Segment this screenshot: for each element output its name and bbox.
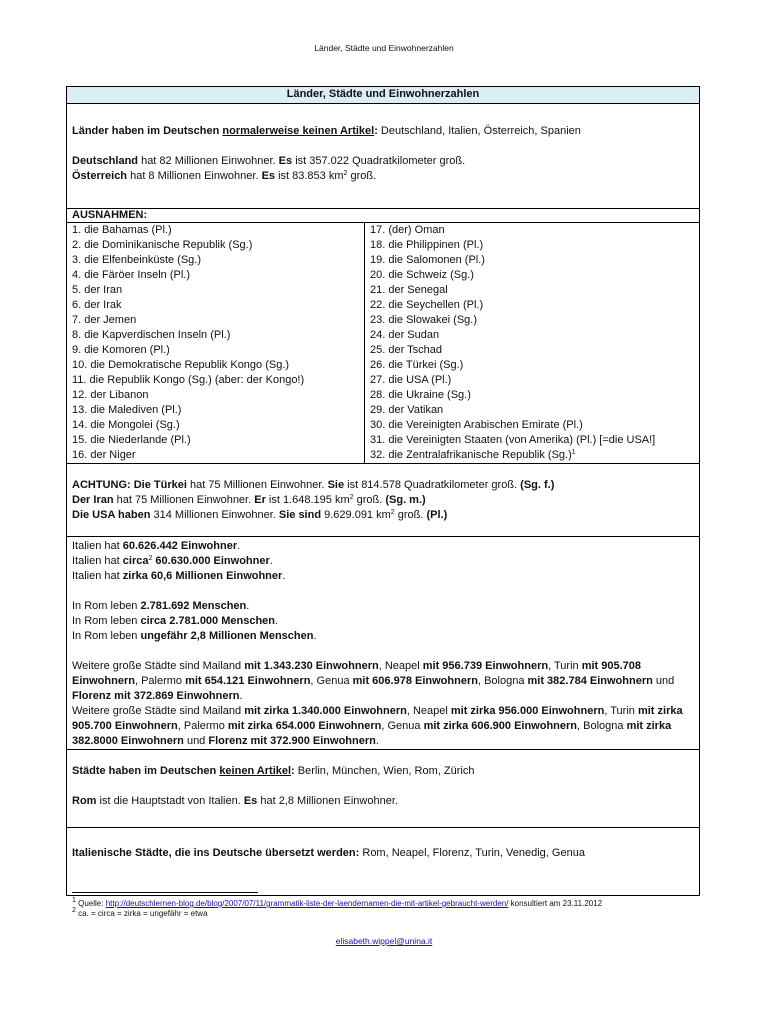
country-article-rule: Länder haben im Deutschen normalerweise keinen Artikel: Deutschland, Italien, Österreich, Spanien [72, 125, 581, 137]
rome-population-circa: In Rom leben circa 2.781.000 Menschen. [72, 615, 279, 627]
italy-row [67, 537, 700, 750]
cities-row [67, 750, 700, 828]
translated-cities-sentence: Italienische Städte, die ins Deutsche übersetzt werden: Rom, Neapel, Florenz, Turin, Venedig, Genua [72, 847, 585, 859]
rome-capital-sentence: Rom ist die Hauptstadt von Italien. Es hat 2,8 Millionen Einwohner. [72, 795, 398, 807]
intro-row [67, 104, 700, 209]
achtung-row [67, 464, 700, 537]
exception-item: 10. die Demokratische Republik Kongo (Sg.) [72, 359, 290, 371]
exception-item: 12. der Libanon [72, 389, 149, 401]
cities-cell [67, 750, 700, 828]
email-link[interactable]: elisabeth.wippel@unina.it [335, 936, 433, 946]
footnote-mark: 1 [571, 449, 576, 456]
exception-item: 28. die Ukraine (Sg.) [370, 389, 471, 401]
iran-sentence: Der Iran hat 75 Millionen Einwohner. Er ist 1.648.195 $km^2$ groß. (Sg. m.) [72, 494, 426, 506]
exception-item: 6. der Irak [72, 299, 122, 311]
footnote-1: $^1$ Quelle: http://deutschlernen-blog.de/blog/2007/07/11/grammatik-liste-der-laendernamen-die-mit-artikel-gebraucht-werden/ konsultiert am 23.11.2012 [72, 897, 603, 908]
exception-item: 19. die Salomonen (Pl.) [370, 254, 485, 266]
exceptions-left-column [67, 223, 365, 464]
exception-item: 14. die Mongolei (Sg.) [72, 419, 180, 431]
running-header: Länder, Städte und Einwohnerzahlen [314, 43, 454, 53]
exceptions-heading: AUSNAHMEN: [67, 209, 700, 223]
exception-item: 20. die Schweiz (Sg.) [370, 269, 474, 281]
exception-item: 11. die Republik Kongo (Sg.) (aber: der Kongo!) [72, 374, 305, 386]
exception-item: 5. der Iran [72, 284, 123, 296]
exception-item: 1. die Bahamas (Pl.) [72, 224, 172, 236]
footnote-2: $^2$ ca. = circa = zirka = ungefähr = etwa [72, 907, 208, 918]
exception-item: 21. der Senegal [370, 284, 448, 296]
city-article-rule: Städte haben im Deutschen keinen Artikel: Berlin, München, Wien, Rom, Zürich [72, 765, 475, 777]
italy-population-zirka: Italien hat zirka 60,6 Millionen Einwohner. [72, 570, 286, 582]
cities-approx-paragraph: Weitere große Städte sind Mailand mit zirka 1.340.000 Einwohnern, Neapel mit zirka 956.000 Einwohnern, Turin mit zirka 905.700 Einwohnern, Palermo mit zirka 654.000 Einwohnern, Genua mit zirka 606.900 Einwohnern, Bologna mit zirka 382.8000 Einwohnern und Florenz mit 372.900 Einwohnern. [72, 705, 683, 747]
exception-item: 18. die Philippinen (Pl.) [370, 239, 484, 251]
italy-cell [67, 537, 700, 750]
exception-item: 13. die Malediven (Pl.) [72, 404, 182, 416]
author-email [0, 936, 768, 946]
source-link[interactable]: http://deutschlernen-blog.de/blog/2007/07/11/grammatik-liste-der-laendernamen-die-mit-artikel-gebraucht-werden/ [105, 899, 509, 908]
exception-item: 15. die Niederlande (Pl.) [72, 434, 191, 446]
exception-item: 3. die Elfenbeinküste (Sg.) [72, 254, 202, 266]
exception-item: 23. die Slowakei (Sg.) [370, 314, 477, 326]
exception-item: 27. die USA (Pl.) [370, 374, 452, 386]
exception-item: 32. die Zentralafrikanische Republik $(Sg.)^1$ [370, 449, 576, 461]
footnote-separator [72, 892, 258, 893]
rome-population-exact: In Rom leben 2.781.692 Menschen. [72, 600, 250, 612]
exception-item: 17. (der) Oman [370, 224, 445, 236]
italy-population-exact: Italien hat 60.626.442 Einwohner. [72, 540, 241, 552]
exceptions-list-row [67, 223, 700, 464]
italy-population-circa: Italien hat circa$^2$ 60.630.000 Einwohner. [72, 555, 273, 567]
austria-sentence: Österreich hat 8 Millionen Einwohner. Es ist 83.853 $km^2$ groß. [72, 170, 377, 182]
translated-cell [67, 828, 700, 896]
title-row [67, 87, 700, 104]
table-title: Länder, Städte und Einwohnerzahlen [67, 87, 700, 104]
rome-population-approx: In Rom leben ungefähr 2,8 Millionen Menschen. [72, 630, 317, 642]
intro-cell [67, 104, 700, 209]
exception-item: 16. der Niger [72, 449, 136, 461]
exceptions-right-column [365, 223, 700, 464]
usa-sentence: Die USA haben 314 Millionen Einwohner. Sie sind 9.629.091 $km^2$ groß. (Pl.) [72, 509, 448, 521]
footnotes [72, 899, 702, 919]
translated-row [67, 828, 700, 896]
germany-sentence: Deutschland hat 82 Millionen Einwohner. Es ist 357.022 Quadratkilometer groß. [72, 155, 466, 167]
exception-item: 2. die Dominikanische Republik (Sg.) [72, 239, 253, 251]
cities-exact-paragraph: Weitere große Städte sind Mailand mit 1.343.230 Einwohnern, Neapel mit 956.739 Einwohnern, Turin mit 905.708 Einwohnern, Palermo mit 654.121 Einwohnern, Genua mit 606.978 Einwohnern, Bologna mit 382.784 Einwohnern und Florenz mit 372.869 Einwohnern. [72, 660, 675, 702]
exception-item: 26. die Türkei (Sg.) [370, 359, 464, 371]
achtung-cell [67, 464, 700, 537]
exception-item: 4. die Färöer Inseln (Pl.) [72, 269, 190, 281]
exception-item: 29. der Vatikan [370, 404, 444, 416]
exception-item: 24. der Sudan [370, 329, 440, 341]
exceptions-heading-row [67, 209, 700, 223]
exception-item: 30. die Vereinigten Arabischen Emirate (Pl.) [370, 419, 583, 431]
exception-item: 25. der Tschad [370, 344, 442, 356]
exception-item: 7. der Jemen [72, 314, 137, 326]
content-table [66, 86, 700, 896]
exception-item: 8. die Kapverdischen Inseln (Pl.) [72, 329, 231, 341]
exception-item: 9. die Komoren (Pl.) [72, 344, 170, 356]
exception-item: 31. die Vereinigten Staaten (von Amerika) (Pl.) [=die USA!] [370, 434, 656, 446]
exception-item: 22. die Seychellen (Pl.) [370, 299, 484, 311]
turkey-sentence: ACHTUNG: Die Türkei hat 75 Millionen Einwohner. Sie ist 814.578 Quadratkilometer groß. (Sg. f.) [72, 479, 555, 491]
